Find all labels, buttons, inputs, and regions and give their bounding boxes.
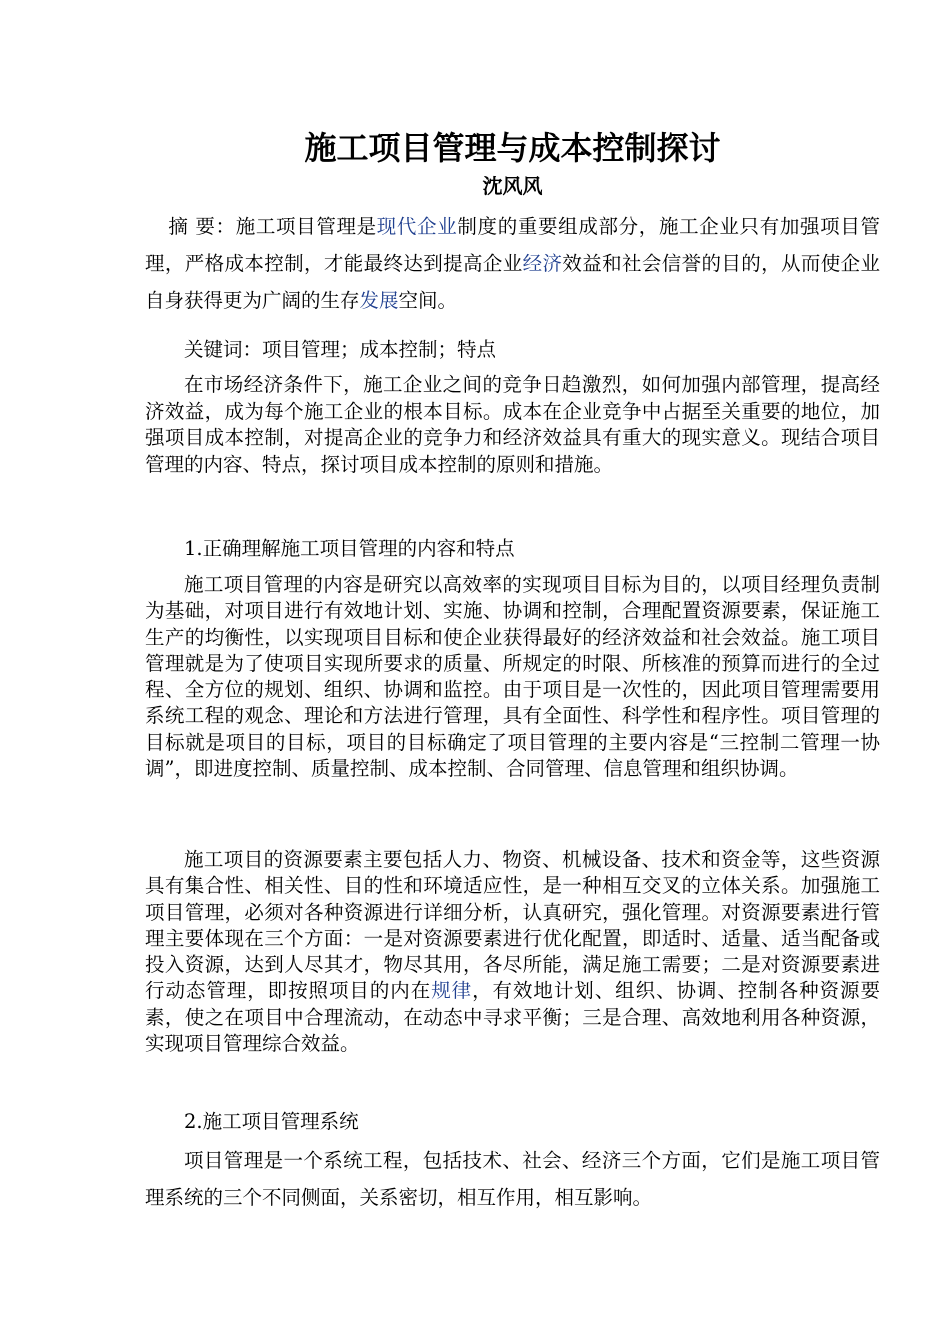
section1-heading: 1.正确理解施工项目管理的内容和特点 [184, 537, 515, 560]
section1-paragraph-2-text-a: 施工项目的资源要素主要包括人力、物资、机械设备、技术和资金等，这些资源具有集合性、相关性、目的性和环境适应性，是一种相互交叉的立体关系。加强施工项目管理，必须对各种资源进行详细分析，认真研究，强化管理。对资源要素进行管理主要体现在三个方面：一是对资源要素进行优化配置，即适时、适量、适当配备或投入资源，达到人尽其才，物尽其用，各尽所能，满足施工需要；二是对资源要素进行动态管理，即按照项目的内在 [145, 848, 880, 1003]
document-title: 施工项目管理与成本控制探讨 [304, 129, 721, 167]
abstract-text-2: 效益和社会信誉的目的，从而使企业自身获得更为广阔的生存 [145, 252, 880, 312]
intro-paragraph: 在市场经济条件下，施工企业之间的竞争日趋激烈，如何加强内部管理，提高经济效益，成为每个施工企业的根本目标。成本在企业竞争中占据至关重要的地位，加强项目成本控制，对提高企业的竞争力和经济效益具有重大的现实意义。现结合项目管理的内容、特点，探讨项目成本控制的原则和措施。 [145, 373, 880, 476]
abstract-text-1: 制度的重要组成部分，施工企业只有加强项目管理，严格成本控制，才能最终达到提高企业 [145, 215, 880, 275]
section2-paragraph-1: 项目管理是一个系统工程，包括技术、社会、经济三个方面，它们是施工项目管理系统的三个不同侧面，关系密切，相互作用，相互影响。 [145, 1149, 880, 1209]
abstract-link-modern-enterprise[interactable]: 现代企业 [376, 215, 458, 238]
abstract-paragraph [145, 208, 880, 319]
abstract-suffix: 空间。 [398, 289, 458, 312]
section1-paragraph-1: 施工项目管理的内容是研究以高效率的实现项目目标为目的，以项目经理负责制为基础，对项目进行有效地计划、实施、协调和控制，合理配置资源要素，保证施工生产的均衡性，以实现项目目标和使企业获得最好的经济效益和社会效益。施工项目管理就是为了使项目实现所要求的质量、所规定的时限、所核准的预算而进行的全过程、全方位的规划、组织、协调和监控。由于项目是一次性的，因此项目管理需要用系统工程的观念、理论和方法进行管理，具有全面性、科学性和程序性。项目管理的目标就是项目的目标，项目的目标确定了项目管理的主要内容是“三控制二管理一协调”，即进度控制、质量控制、成本控制、合同管理、信息管理和组织协调。 [145, 573, 880, 781]
keywords-line: 关键词：项目管理；成本控制；特点 [184, 338, 497, 361]
abstract-link-development[interactable]: 发展 [359, 289, 399, 312]
section2-heading: 2.施工项目管理系统 [184, 1110, 359, 1133]
abstract-prefix: 摘 要：施工项目管理是 [168, 215, 377, 238]
section1-paragraph-2-text-b: ，有效地计划、组织、协调、控制各种资源要素，使之在项目中合理流动，在动态中寻求平衡；三是合理、高效地利用各种资源，实现项目管理综合效益。 [145, 979, 880, 1056]
section1-link-law[interactable]: 规律 [431, 979, 473, 1003]
abstract-link-economy[interactable]: 经济 [522, 252, 563, 275]
section1-paragraph-2 [145, 847, 880, 1057]
author-name: 沈风风 [482, 174, 543, 198]
